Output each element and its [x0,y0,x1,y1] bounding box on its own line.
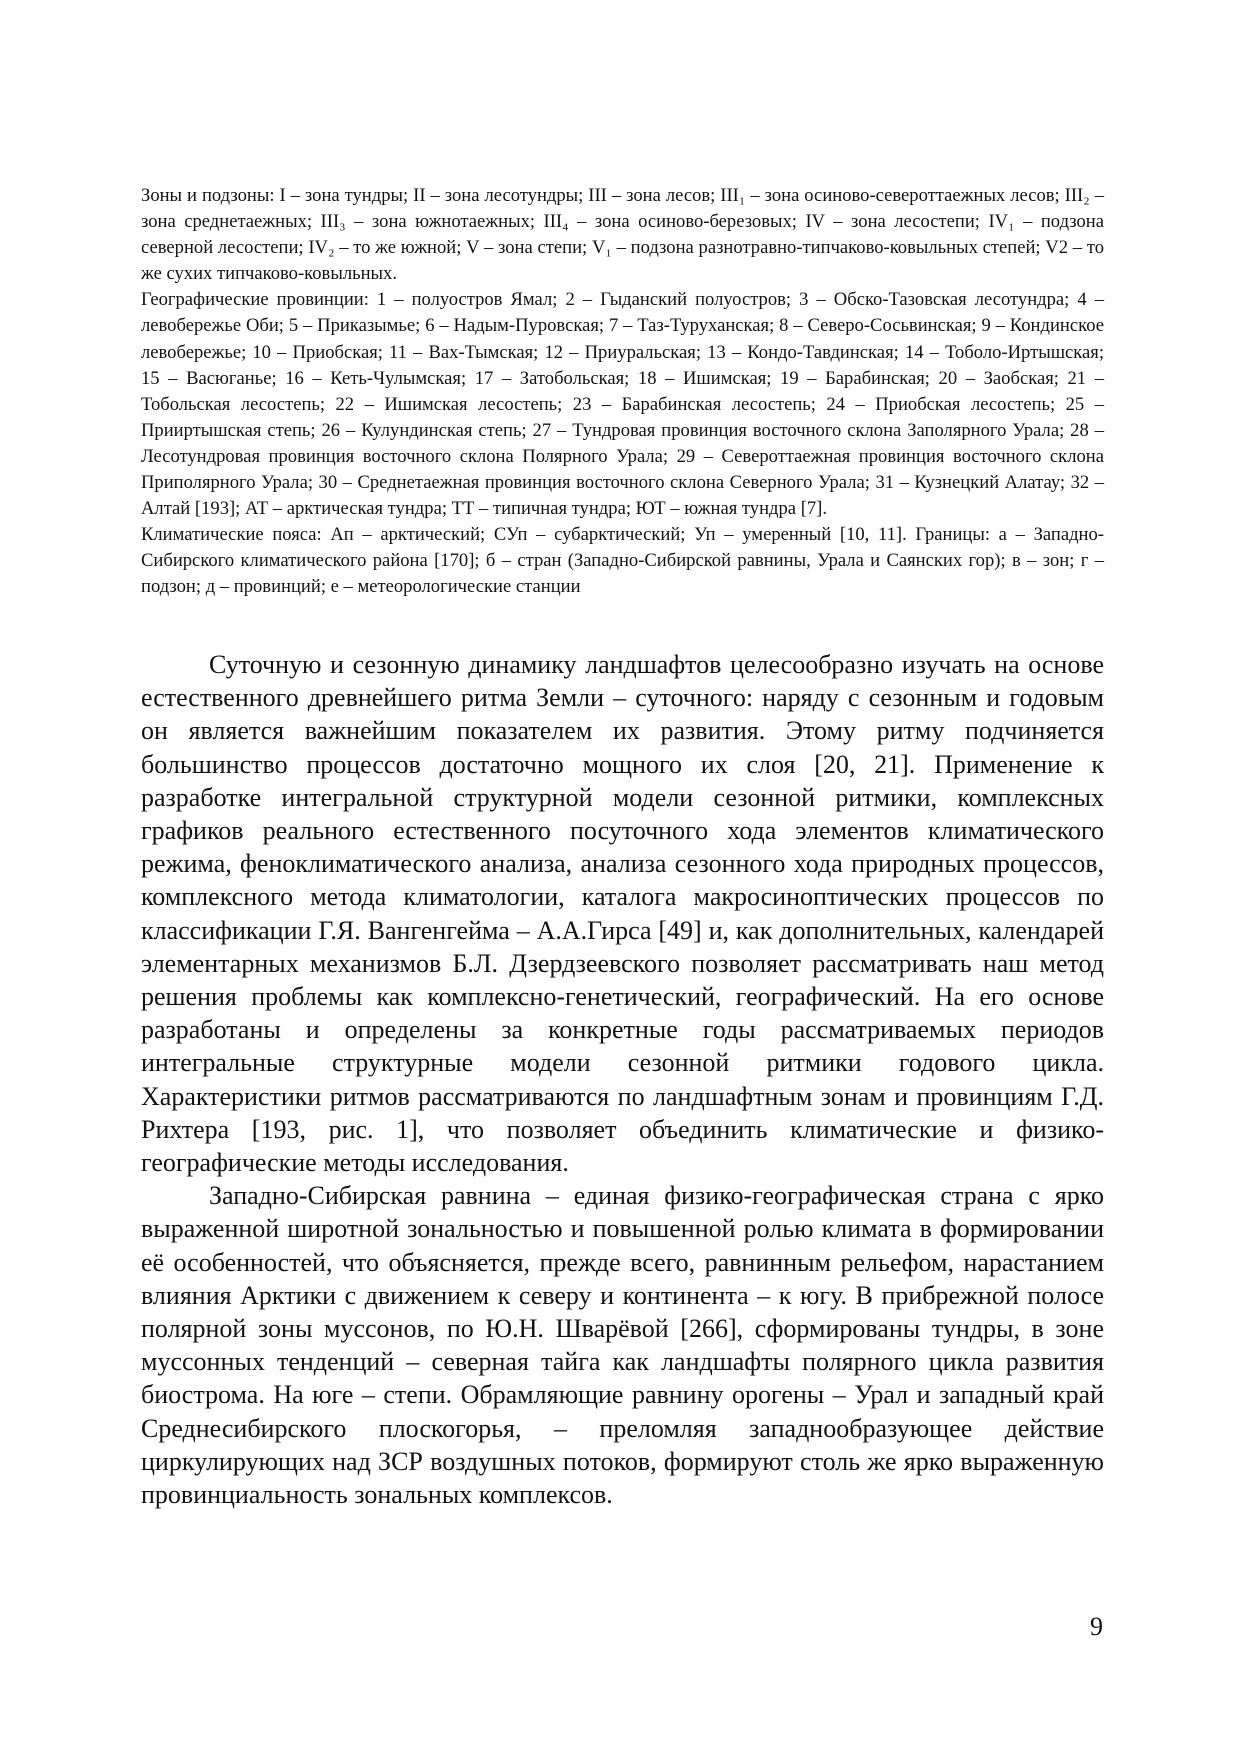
body-paragraph-2: Западно-Сибирская равнина – единая физико-географическая страна с ярко выраженной широтной зональностью и повышенной ролью климата в формировании её особенностей, что объясняется, прежде всего, равнинным рельефом, нарастанием влияния Арктики с движением к северу и континента – к югу. В прибрежной полосе полярной зоны муссонов, по Ю.Н. Шварёвой [266], сформированы тундры, в зоне муссонных тенденций – северная тайга как ландшафты полярного цикла развития биострома. На юге – степи. Обрамляющие равнину орогены – Урал и западный край Среднесибирского плоскогорья, – преломляя западнообразующее действие циркулирующих над ЗСР воздушных потоков, формируют столь же ярко выраженную провинциальность зональных комплексов. [141,1181,1104,1510]
caption-provinces: Географические провинции: 1 – полуостров Ямал; 2 – Гыданский полуостров; 3 – Обско-Тазовская лесотундра; 4 – левобережье Оби; 5 – Приказымье; 6 – Надым-Пуровская; 7 – Таз-Туруханская; 8 – Северо-Сосьвинская; 9 – Кондинское левобережье; 10 – Приобская; 11 – Вах-Тымская; 12 – Приуральская; 13 – Кондо-Тавдинская; 14 – Тоболо-Иртышская; 15 – Васюганье; 16 – Кеть-Чулымская; 17 – Затобольская; 18 – Ишимская; 19 – Барабинская; 20 – Заобская; 21 – Тобольская лесостепь; 22 – Ишимская лесостепь; 23 – Барабинская лесостепь; 24 – Приобская лесостепь; 25 – Прииртышская степь; 26 – Кулундинская степь; 27 – Тундровая провинция восточного склона Заполярного Урала; 28 – Лесотундровая провинция восточного склона Полярного Урала; 29 – Североттаежная провинция восточного склона Приполярного Урала; 30 – Среднетаежная провинция восточного склона Северного Урала; 31 – Кузнецкий Алатау; 32 – Алтай [193]; АТ – арктическая тундра; ТТ – типичная тундра; ЮТ – южная тундра [7]. [141,289,1104,520]
body-paragraph-1: Суточную и сезонную динамику ландшафтов целесообразно изучать на основе естественного древнейшего ритма Земли – суточного: наряду с сезонным и годовым он является важнейшим показателем их развития. Этому ритму подчиняется большинство процессов достаточно мощного их слоя [20, 21]. Применение к разработке интегральной структурной модели сезонной ритмики, комплексных графиков реального естественного посуточного хода элементов климатического режима, феноклиматического анализа, анализа сезонного хода природных процессов, комплексного метода климатологии, каталога макросиноптических процессов по классификации Г.Я. Вангенгейма – А.А.Гирса [49] и, как дополнительных, календарей элементарных механизмов Б.Л. Дзердзеевского позволяет рассматривать наш метод решения проблемы как комплексно-генетический, географический. На его основе разработаны и определены за конкретные годы рассматриваемых периодов интегральные структурные модели сезонной ритмики годового цикла. Характеристики ритмов рассматриваются по ландшафтным зонам и провинциям Г.Д. Рихтера [193, рис. 1], что позволяет объединить климатические и физико-географические методы исследования. [141,650,1104,1178]
caption-zones: Зоны и подзоны: I – зона тундры; II – зона лесотундры; III – зона лесов; III₁ – зона осиново-североттаежных лесов; III₂ – зона среднетаежных; III₃ – зона южнотаежных; III₄ – зона осиново-березовых; IV – зона лесостепи; IV₁ – подзона северной лесостепи; IV₂ – то же южной; V – зона степи; V₁ – подзона разнотравно-типчаково-ковыльных степей; V2 – то же сухих типчаково-ковыльных. [141,185,1104,285]
caption-climate-belts: Климатические пояса: Ап – арктический; СУп – субарктический; Уп – умеренный [10, 11]. Границы: а – Западно-Сибирского климатического района [170]; б – стран (Западно-Сибирской равнины, Урала и Саянских гор); в – зон; г – подзон; д – провинций; е – метеорологические станции [141,524,1104,598]
page-number: 9 [1090,1612,1103,1641]
figure-caption [141,183,1104,601]
body-text [141,648,1104,1511]
